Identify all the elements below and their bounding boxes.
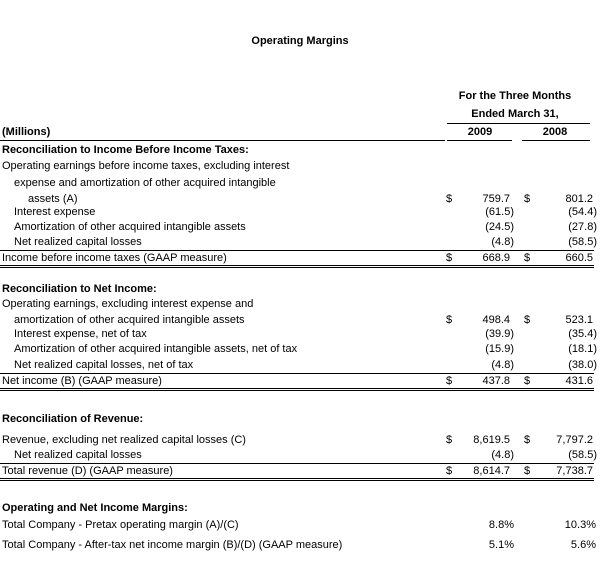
value-2009: (4.8) [491,236,514,248]
page-title: Operating Margins [251,35,349,47]
value-2008: (18.1) [568,343,597,355]
subtotal-rule [0,250,594,251]
value-2009: 5.1% [488,539,514,551]
value-2008: (35.4) [568,328,597,340]
row-label: assets (A) [28,193,78,205]
value-2008: (38.0) [568,359,597,371]
subtotal-rule [0,463,594,464]
value-2008: (58.5) [568,449,597,461]
row-label: Operating earnings before income taxes, excluding interest [2,160,290,172]
year-2008-header: 2008 [542,126,568,138]
subtotal-rule [0,373,594,374]
total-row-label: Total revenue (D) (GAAP measure) [2,465,173,477]
currency-symbol: $ [524,193,531,205]
value-2008: (27.8) [568,221,597,233]
row-label: Total Company - After-tax net income margin (B)/(D) (GAAP measure) [2,539,343,551]
total-double-rule [0,265,594,268]
period-header-line2: Ended March 31, [471,108,559,120]
value-2008: 801.2 [565,193,593,205]
value-2008: (54.4) [568,206,597,218]
value-2009: 759.7 [482,193,510,205]
total-value-2009: 8,614.7 [473,465,510,477]
value-2009: 498.4 [482,314,510,326]
row-label: Amortization of other acquired intangible assets, net of tax [14,343,298,355]
units-label: (Millions) [2,126,51,138]
total-row-label: Income before income taxes (GAAP measure) [2,252,227,264]
row-label: Net realized capital losses [14,449,142,461]
total-row-label: Net income (B) (GAAP measure) [2,375,162,387]
section-heading-income-before-taxes: Reconciliation to Income Before Income Taxes: [2,144,249,156]
value-2009: (4.8) [491,449,514,461]
value-2009: (4.8) [491,359,514,371]
value-2009: (39.9) [485,328,514,340]
value-2008: 10.3% [564,519,596,531]
value-2009: 8.8% [488,519,514,531]
value-2009: (15.9) [485,343,514,355]
total-double-rule [0,388,594,391]
currency-symbol: $ [446,434,453,446]
total-value-2008: 431.6 [565,375,593,387]
value-2008: 5.6% [570,539,596,551]
total-value-2008: 7,738.7 [556,465,593,477]
section-heading-revenue: Reconciliation of Revenue: [2,413,144,425]
row-label: Amortization of other acquired intangible assets [14,221,246,233]
currency-symbol: $ [524,465,531,477]
currency-symbol: $ [524,252,531,264]
total-value-2009: 668.9 [482,252,510,264]
header-rule [0,140,445,141]
currency-symbol: $ [446,314,453,326]
period-header-line1: For the Three Months [458,90,572,102]
year-2008-rule [522,140,590,141]
row-label: Net realized capital losses, net of tax [14,359,194,371]
period-header-rule [447,123,590,124]
currency-symbol: $ [446,465,453,477]
currency-symbol: $ [446,193,453,205]
row-label: Operating earnings, excluding interest expense and [2,298,254,310]
row-label: Interest expense, net of tax [14,328,147,340]
currency-symbol: $ [524,375,531,387]
row-label: Revenue, excluding net realized capital losses (C) [2,434,246,446]
row-label: amortization of other acquired intangible assets [14,314,245,326]
currency-symbol: $ [524,434,531,446]
total-double-rule [0,478,594,481]
value-2008: (58.5) [568,236,597,248]
value-2008: 7,797.2 [556,434,593,446]
row-label: Total Company - Pretax operating margin (A)/(C) [2,519,239,531]
currency-symbol: $ [524,314,531,326]
value-2009: 8,619.5 [473,434,510,446]
section-heading-margins: Operating and Net Income Margins: [2,502,188,514]
year-2009-rule [447,140,512,141]
row-label: Interest expense [14,206,96,218]
currency-symbol: $ [446,375,453,387]
value-2009: (61.5) [485,206,514,218]
value-2009: (24.5) [485,221,514,233]
row-label: Net realized capital losses [14,236,142,248]
total-value-2008: 660.5 [565,252,593,264]
total-value-2009: 437.8 [482,375,510,387]
section-heading-net-income: Reconciliation to Net Income: [2,283,157,295]
currency-symbol: $ [446,252,453,264]
row-label: expense and amortization of other acquired intangible [14,177,276,189]
value-2008: 523.1 [565,314,593,326]
year-2009-header: 2009 [467,126,493,138]
